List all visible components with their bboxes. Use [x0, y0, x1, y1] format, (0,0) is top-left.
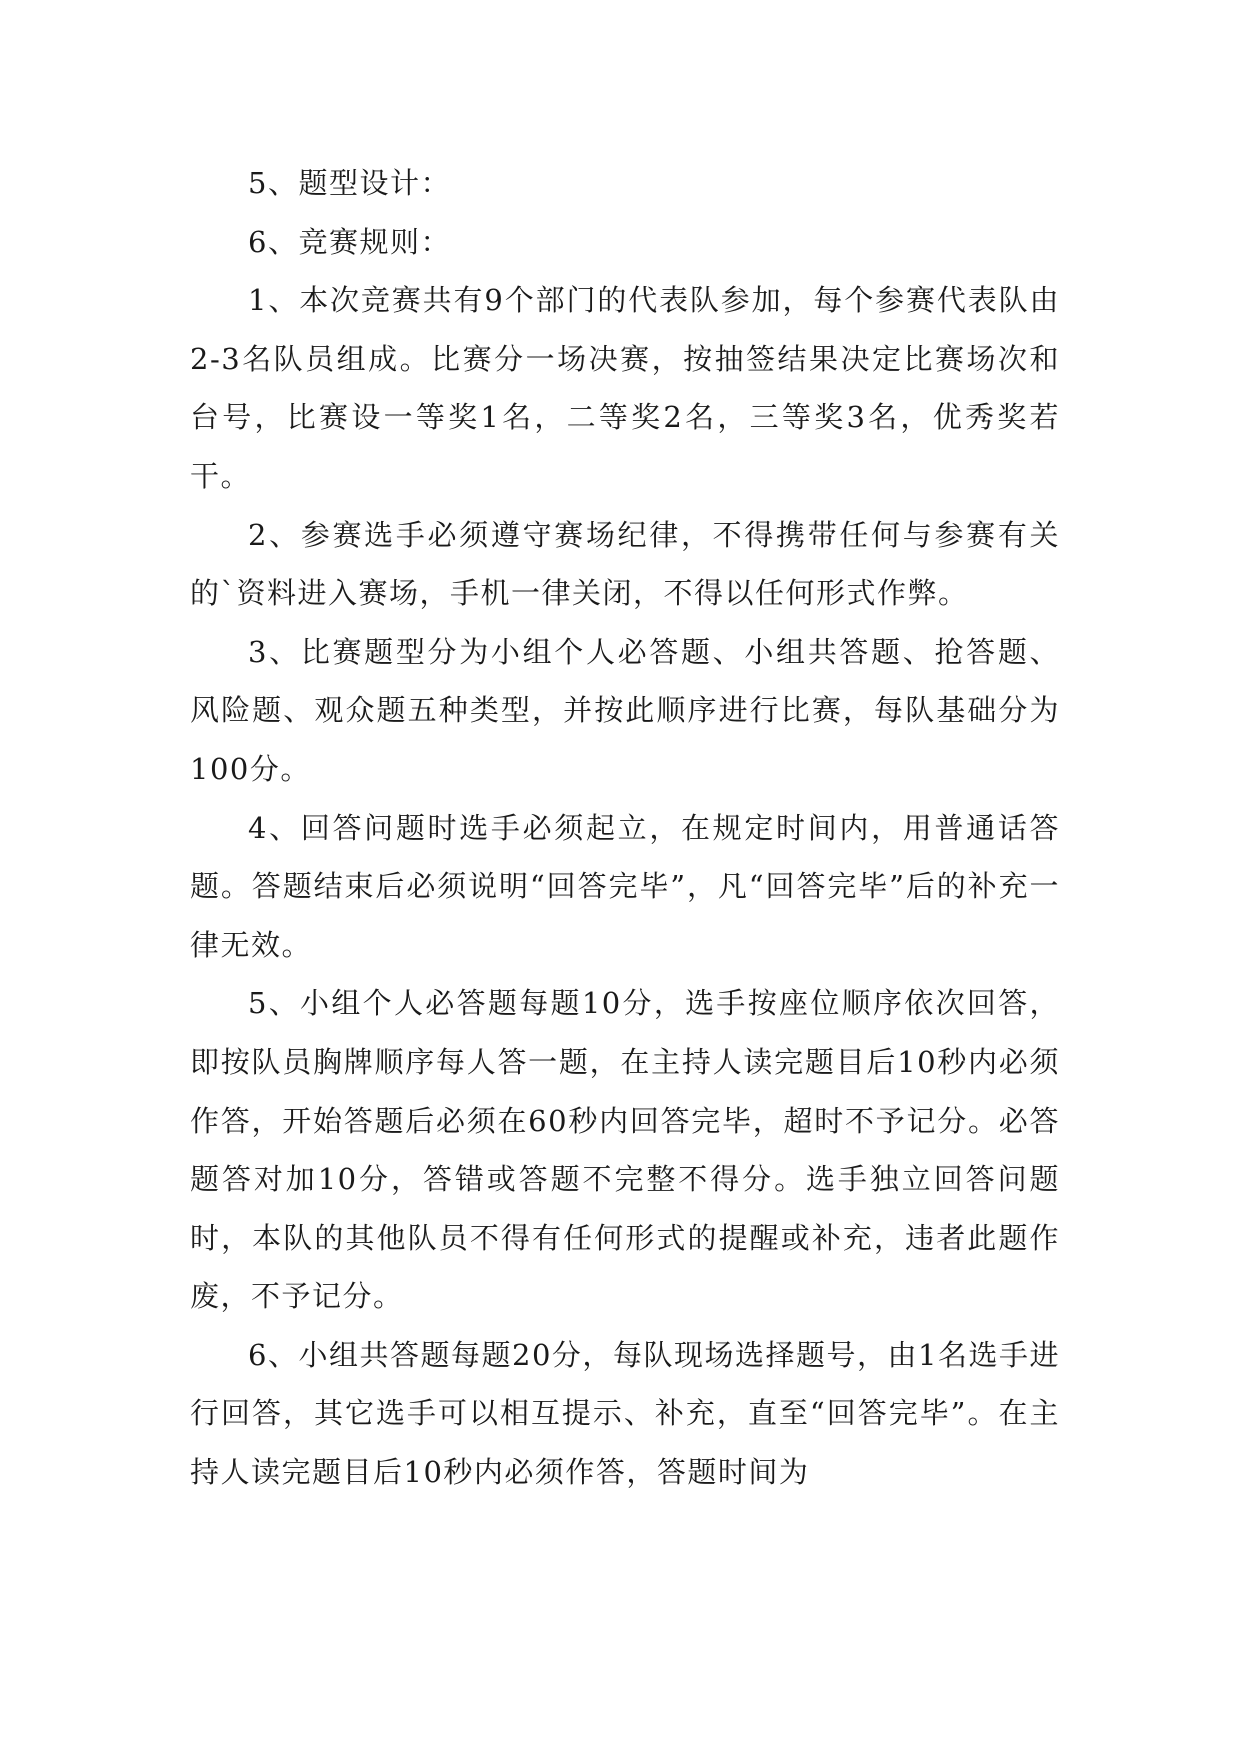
paragraph-rule-5: 5、小组个人必答题每题10分，选手按座位顺序依次回答，即按队员胸牌顺序每人答一题，在主持人读完题目后10秒内必须作答，开始答题后必须在60秒内回答完毕，超时不予记分。必答题答对加10分，答错或答题不完整不得分。选手独立回答问题时，本队的其他队员不得有任何形式的提醒或补充，违者此题作废，不予记分。	[190, 986, 1060, 1314]
paragraph-rule-2: 2、参赛选手必须遵守赛场纪律，不得携带任何与参赛有关的`资料进入赛场，手机一律关闭，不得以任何形式作弊。	[190, 517, 1060, 611]
paragraph-question-type-design: 5、题型设计：	[248, 166, 451, 200]
paragraph-rule-4: 4、回答问题时选手必须起立，在规定时间内，用普通话答题。答题结束后必须说明“回答完毕”，凡“回答完毕”后的补充一律无效。	[190, 810, 1060, 962]
paragraph-rule-6: 6、小组共答题每题20分，每队现场选择题号，由1名选手进行回答，其它选手可以相互提示、补充，直至“回答完毕”。在主持人读完题目后10秒内必须作答，答题时间为	[190, 1337, 1060, 1490]
paragraph-competition-rules-heading: 6、竞赛规则：	[248, 224, 451, 259]
document-body	[190, 154, 1060, 1502]
paragraph-rule-3: 3、比赛题型分为小组个人必答题、小组共答题、抢答题、风险题、观众题五种类型，并按此顺序进行比赛，每队基础分为100分。	[190, 634, 1060, 786]
paragraph-rule-1: 1、本次竞赛共有9个部门的代表队参加，每个参赛代表队由2-3名队员组成。比赛分一场决赛，按抽签结果决定比赛场次和台号，比赛设一等奖1名，二等奖2名，三等奖3名，优秀奖若干。	[190, 283, 1060, 493]
